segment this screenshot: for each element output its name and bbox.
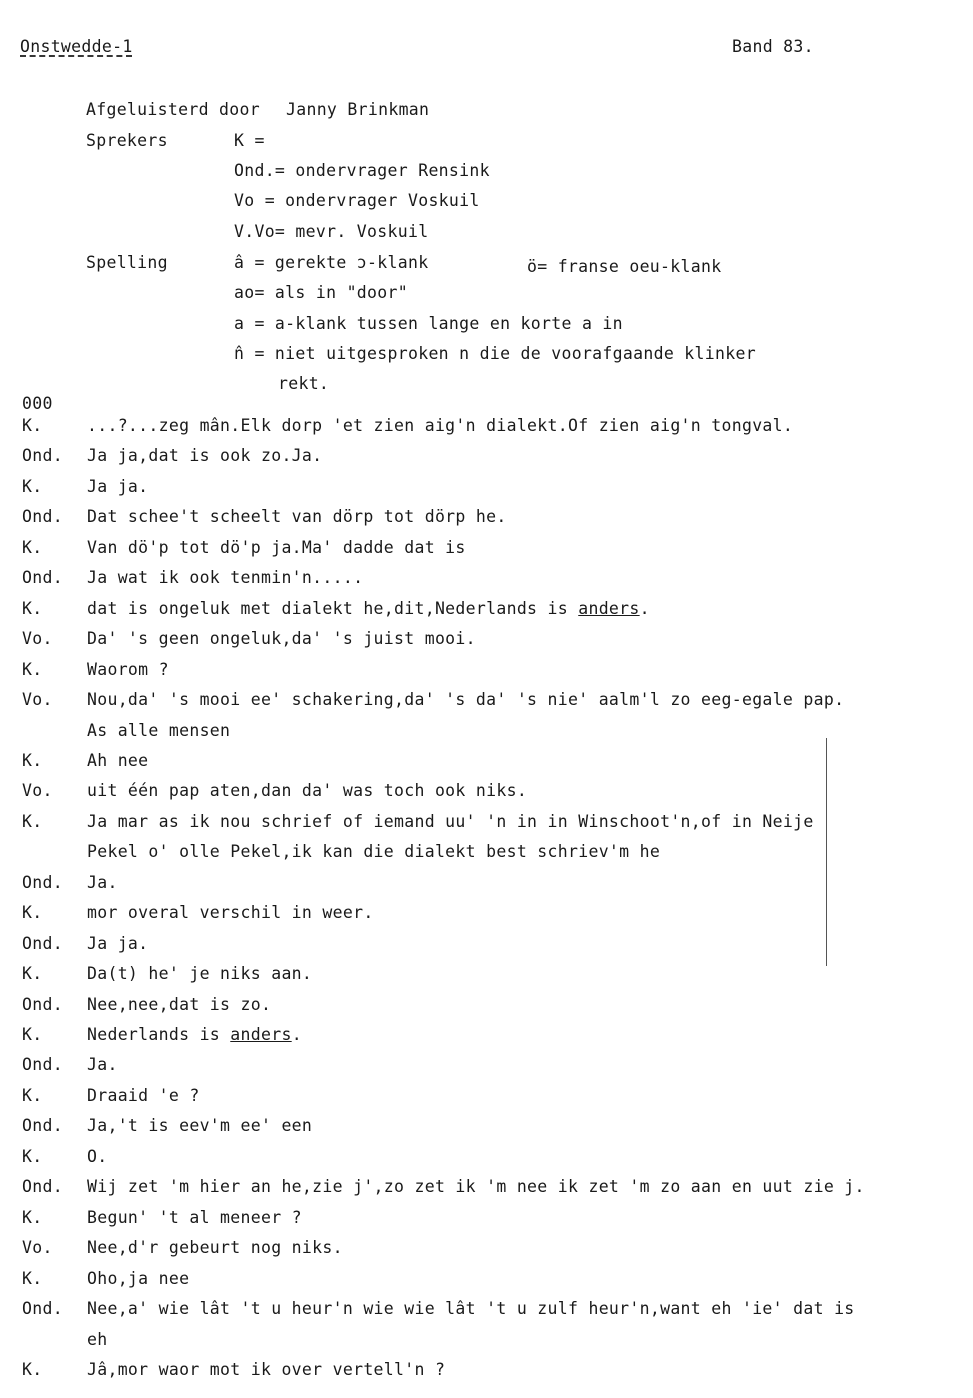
speaker-label: Ond. — [22, 994, 63, 1014]
utterance-text — [87, 568, 363, 588]
speaker-label: K. — [22, 1207, 43, 1227]
speaker-label: Ond. — [22, 1177, 63, 1197]
utterance-tail: . — [639, 598, 650, 618]
utterance-text — [87, 1330, 107, 1350]
speaker-label: K. — [22, 659, 43, 679]
afgeluisterd-value: Janny Brinkman — [286, 100, 430, 119]
speaker-label: Ond. — [22, 446, 63, 466]
utterance-main: Ja ja. — [87, 933, 149, 953]
utterance-text — [87, 903, 374, 923]
speaker-label: Ond. — [22, 1299, 63, 1319]
utterance-main: Ah nee — [87, 750, 149, 770]
location-title: Onstwedde-1 — [20, 37, 133, 56]
speaker-label: Ond. — [22, 933, 63, 953]
utterance-main: Ja mar as ik nou schrief of iemand uu' 'n in in Winschoot'n,of in Neije — [87, 811, 814, 831]
speaker-entry: K = — [234, 131, 265, 150]
speaker-label: Ond. — [22, 872, 63, 892]
utterance-main: Begun' 't al meneer ? — [87, 1207, 302, 1227]
utterance-main: Draaid 'e ? — [87, 1085, 200, 1105]
underlined-word: anders — [230, 1025, 292, 1044]
utterance-text — [87, 995, 271, 1015]
speaker-label: K. — [22, 964, 43, 984]
speaker-label: Vo. — [22, 1238, 53, 1258]
utterance-main: Ja. — [87, 1055, 118, 1075]
speaker-label: Vo. — [22, 629, 53, 649]
utterance-text — [87, 629, 476, 649]
speaker-label: K. — [22, 811, 43, 831]
afgeluisterd-label: Afgeluisterd door — [86, 100, 260, 119]
utterance-main: eh — [87, 1329, 108, 1349]
utterance-main: Oho,ja nee — [87, 1268, 190, 1288]
utterance-text — [87, 1208, 302, 1228]
utterance-main: Van dö'p tot dö'p ja.Ma' dadde dat is — [87, 537, 466, 557]
utterance-text — [87, 934, 148, 954]
speaker-entry: V.Vo= mevr. Voskuil — [234, 222, 429, 241]
utterance-main: Ja wat ik ook tenmin'n..... — [87, 568, 364, 588]
utterance-main: Nee,d'r gebeurt nog niks. — [87, 1238, 343, 1258]
utterance-main: Ja. — [87, 872, 118, 892]
utterance-main: dat is ongeluk met dialekt he,dit,Nederlands is — [87, 598, 579, 618]
speaker-label: Vo. — [22, 781, 53, 801]
spelling-extra: ö= franse oeu-klank — [527, 257, 722, 276]
utterance-text — [87, 477, 148, 497]
speaker-label: K. — [22, 1359, 43, 1379]
speaker-label: K. — [22, 903, 43, 923]
utterance-main: Nou,da' 's mooi ee' schakering,da' 's da' 's nie' aalm'l zo eeg-egale pap. — [87, 690, 845, 710]
speaker-label: Vo. — [22, 690, 53, 710]
margin-line — [826, 738, 827, 966]
utterance-main: Pekel o' olle Pekel,ik kan die dialekt best schriev'm he — [87, 842, 661, 862]
spelling-entry: a = a-klank tussen lange en korte a in — [234, 314, 623, 333]
tape-counter: 000 — [22, 394, 53, 413]
utterance-text — [87, 690, 844, 710]
speaker-label: K. — [22, 598, 43, 618]
underlined-word: anders — [578, 598, 640, 618]
utterance-main: O. — [87, 1146, 108, 1166]
utterance-text — [87, 1238, 343, 1258]
speaker-label: K. — [22, 1268, 43, 1288]
speaker-label: K. — [22, 537, 43, 557]
spelling-label: Spelling — [86, 253, 168, 272]
utterance-text — [87, 721, 230, 741]
utterance-text — [87, 1086, 200, 1106]
utterance-main: Waorom ? — [87, 659, 169, 679]
utterance-text — [87, 1269, 189, 1289]
utterance-main: Wij zet 'm hier an he,zie j',zo zet ik 'm nee ik zet 'm zo aan en uut zie j. — [87, 1177, 865, 1197]
utterance-main: Dat schee't scheelt van dörp tot dörp he. — [87, 507, 507, 527]
utterance-tail: . — [291, 1025, 302, 1044]
utterance-text — [87, 1360, 445, 1380]
utterance-text — [87, 751, 148, 771]
utterance-main: Jâ,mor waor mot ik over vertell'n ? — [87, 1359, 446, 1379]
utterance-text — [87, 781, 527, 801]
utterance-text — [87, 873, 118, 893]
speaker-label: K. — [22, 1085, 43, 1105]
utterance-main: As alle mensen — [87, 720, 231, 740]
utterance-text — [87, 1147, 107, 1167]
utterance-text — [87, 507, 507, 527]
utterance-text — [87, 1299, 855, 1319]
speaker-label: Ond. — [22, 1055, 63, 1075]
speaker-label: K. — [22, 750, 43, 770]
utterance-text — [87, 1025, 302, 1045]
utterance-text — [87, 599, 650, 619]
utterance-main: Ja,'t is eev'm ee' een — [87, 1116, 313, 1136]
utterance-text — [87, 538, 466, 558]
spelling-entry: â = gerekte ɔ-klank — [234, 253, 429, 272]
utterance-main: Nee,nee,dat is zo. — [87, 994, 272, 1014]
utterance-text — [87, 660, 169, 680]
utterance-text — [87, 812, 814, 832]
speaker-entry: Vo = ondervrager Voskuil — [234, 191, 480, 210]
speaker-entry: Ond.= ondervrager Rensink — [234, 161, 490, 180]
utterance-main: Ja ja. — [87, 476, 149, 496]
spelling-entry: rekt. — [278, 374, 330, 393]
utterance-text — [87, 416, 793, 436]
utterance-text — [87, 446, 322, 466]
utterance-main: uit één pap aten,dan da' was toch ook niks. — [87, 781, 528, 801]
sprekers-label: Sprekers — [86, 131, 168, 150]
utterance-text — [87, 842, 660, 862]
utterance-text — [87, 1055, 118, 1075]
speaker-label: Ond. — [22, 1116, 63, 1136]
speaker-label: K. — [22, 416, 43, 435]
spelling-entry: n̂ = niet uitgesproken n die de voorafgaande klinker — [234, 344, 756, 363]
utterance-main: Da(t) he' je niks aan. — [87, 964, 313, 984]
utterance-main: Nee,a' wie lât 't u heur'n wie wie lât 't u zulf heur'n,want eh 'ie' dat is — [87, 1299, 855, 1319]
band-number: Band 83. — [732, 37, 814, 56]
utterance-main: mor overal verschil in weer. — [87, 903, 374, 923]
speaker-label: K. — [22, 1146, 43, 1166]
utterance-main: Da' 's geen ongeluk,da' 's juist mooi. — [87, 629, 476, 649]
speaker-label: K. — [22, 476, 43, 496]
speaker-label: Ond. — [22, 507, 63, 527]
speaker-label: K. — [22, 1025, 43, 1044]
utterance-main: ...?...zeg mân.Elk dorp 'et zien aig'n dialekt.Of zien aig'n tongval. — [87, 416, 794, 435]
speaker-label: Ond. — [22, 568, 63, 588]
utterance-text — [87, 1177, 865, 1197]
utterance-text — [87, 1116, 312, 1136]
utterance-text — [87, 964, 312, 984]
utterance-main: Ja ja,dat is ook zo.Ja. — [87, 446, 323, 466]
spelling-entry: ao= als in "door" — [234, 283, 408, 302]
utterance-main: Nederlands is — [87, 1025, 231, 1044]
